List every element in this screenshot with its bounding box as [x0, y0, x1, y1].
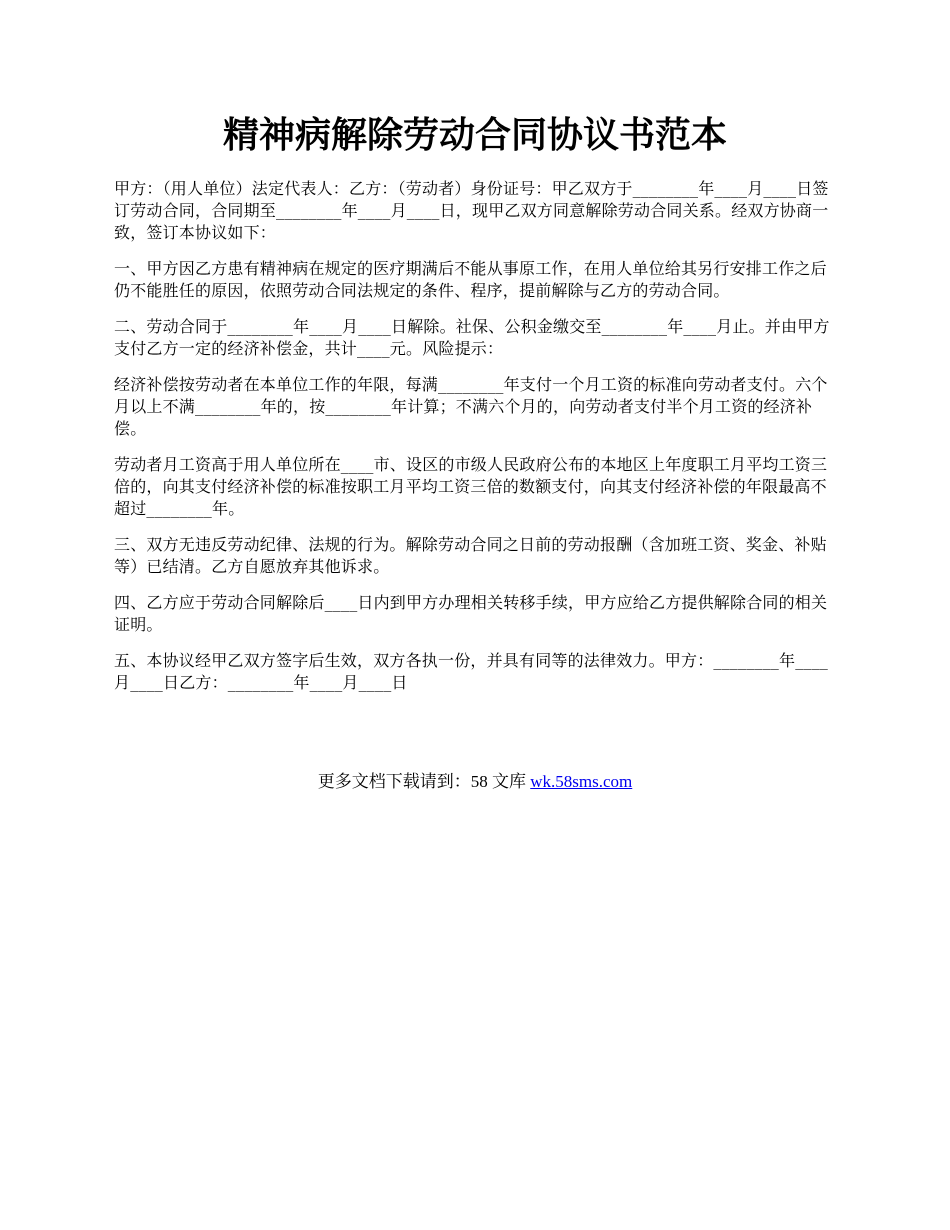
paragraph-compensation-cap: 劳动者月工资高于用人单位所在____市、设区的市级人民政府公布的本地区上年度职工月平均工资三倍的，向其支付经济补偿的标准按职工月平均工资三倍的数额支付，向其支付经济补偿的年限最高不超过________年。: [114, 455, 828, 518]
paragraph-clause-2: 二、劳动合同于________年____月____日解除。社保、公积金缴交至________年____月止。并由甲方支付乙方一定的经济补偿金，共计____元。风险提示：: [114, 317, 830, 358]
paragraph-clause-4: 四、乙方应于劳动合同解除后____日内到甲方办理相关转移手续，甲方应给乙方提供解除合同的相关证明。: [114, 593, 828, 634]
footer-prefix-text: 更多文档下载请到：58 文库: [317, 772, 531, 791]
footer-download-note: [0, 770, 950, 794]
paragraph-compensation: 经济补偿按劳动者在本单位工作的年限，每满________年支付一个月工资的标准向劳动者支付。六个月以上不满________年的，按________年计算；不满六个月的，向劳动者支付半个月工资的经济补偿。: [114, 375, 828, 438]
paragraph-clause-3: 三、双方无违反劳动纪律、法规的行为。解除劳动合同之日前的劳动报酬（含加班工资、奖金、补贴等）已结清。乙方自愿放弃其他诉求。: [114, 535, 827, 576]
footer-link[interactable]: wk.58sms.com: [530, 772, 633, 791]
document-body: [114, 178, 842, 708]
paragraph-intro: 甲方：（用人单位）法定代表人：乙方：（劳动者）身份证号：甲乙双方于________年____月____日签订劳动合同，合同期至________年____月____日，现甲乙双方同意解除劳动合同关系。经双方协商一致，签订本协议如下：: [114, 179, 829, 242]
document-title: 精神病解除劳动合同协议书范本: [222, 114, 727, 156]
paragraph-clause-1: 一、甲方因乙方患有精神病在规定的医疗期满后不能从事原工作，在用人单位给其另行安排工作之后仍不能胜任的原因，依照劳动合同法规定的条件、程序，提前解除与乙方的劳动合同。: [114, 259, 827, 300]
paragraph-clause-5: 五、本协议经甲乙双方签字后生效，双方各执一份，并具有同等的法律效力。甲方：________年____月____日乙方：________年____月____日: [114, 651, 829, 692]
